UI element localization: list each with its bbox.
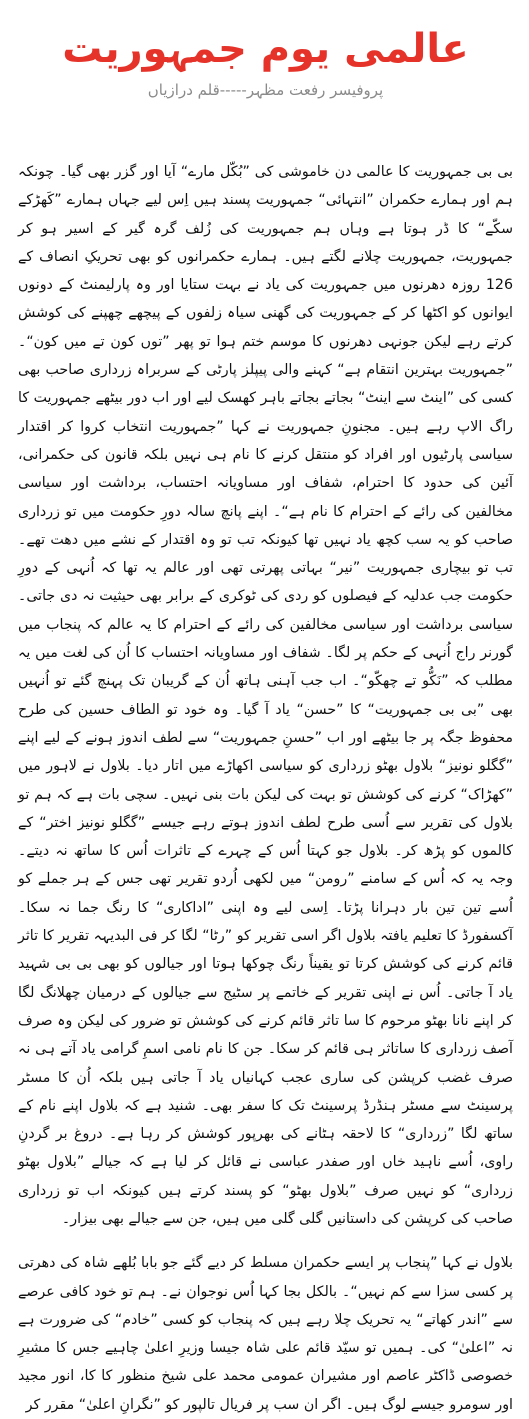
byline-separator: -----: [219, 81, 247, 99]
article-body: [18, 158, 513, 1419]
article-title: عالمی یوم جمہوریت: [62, 26, 469, 72]
article-byline: [18, 74, 513, 106]
author-name: پروفیسر رفعت مظہر: [246, 81, 384, 99]
article-paragraph: بلاول نے کہا ”پنجاب پر ایسے حکمران مسلط کر دیے گئے جو بابا بُلھے شاہ کی دھرتی پر کسی سزا سے کم نہیں“۔ بالکل بجا کہا اُس نوجوان نے۔ ہم تو خود کافی عرصے سے ”اندر کھاتے“ یہ تحریک چلا رہے ہیں کہ پنجاب کو کسی ”خادم“ کی ضرورت ہے نہ ”اعلیٰ“ کی۔ ہمیں تو سیّد قائم علی شاہ جیسا وزیرِ اعلیٰ چاہیے جس کا مشیرِ خصوصی ڈاکٹر عاصم اور مشیران عمومی محمد علی شیخ منظور کا کا، انور مجید اور سومرو جیسے لوگ ہیں۔ اگر ان سب پر فریال تالپور کو ”نگرانِ اعلیٰ“ مقرر کر: [18, 1255, 513, 1413]
column-name: قلم درازیاں: [147, 81, 220, 99]
article-paragraph: بی بی جمہوریت کا عالمی دن خاموشی کی ”بُکّل مارے“ آیا اور گزر بھی گیا۔ چونکہ ہم اور ہمارے حکمران ”انتہائی“ جمہوریت پسند ہیں اِس لیے جہاں ہمارے ”کَھڑکے سکّے“ کا ڈر ہوتا ہے وہاں ہم جمہوریت کی زُلف گرہ گیر کے اسیر ہو کر جمہوریت، جمہوریت چلانے لگتے ہیں۔ ہمارے حکمرانوں کو بھی تحریکِ انصاف کے 126 روزہ دھرنوں میں جمہوریت کی یاد نے بہت ستایا اور وہ پارلیمنٹ کے دونوں ایوانوں کو اکٹھا کر کے جمہوریت کی گھنی سیاہ زلفوں کے پیچھے چھپنے کی کوشش کرتے رہے لیکن جونہی دھرنوں کا موسم ختم ہوا تو پھر ”توں کون تے میں کون“۔ ”جمہوریت بہترین انتقام ہے“ کہنے والی پیپلز پارٹی کے سربراہ زرداری صاحب بھی کسی کی ”اینٹ سے اینٹ“ بجاتے بجاتے باہر کھسک لیے اور اب دور بیٹھے جمہوریت کا راگ الاپ رہے ہیں۔ مجنونِ جمہوریت نے کہا ”جمہوریت انتخاب کروا کر اقتدار سیاسی پارٹیوں اور افراد کو منتقل کرنے کا نام ہی نہیں بلکہ قانون کی حکمرانی، آئین کی حدود کا احترام، شفاف اور مساویانہ احتساب، برداشت اور سیاسی مخالفین کی رائے کے احترام کا نام ہے“۔ اپنے پانچ سالہ دورِ حکومت میں تو زرداری صاحب کو یہ سب کچھ یاد نہیں تھا کیونکہ تب تو وہ اقتدار کے نشے میں دھت تھے۔ تب تو بیچاری جمہوریت ”نیر“ بہاتی پھرتی تھی اور عالم یہ تھا کہ اُنہی کے دورِ حکومت جب عدلیہ کے فیصلوں کو ردی کی ٹوکری کے برابر بھی حیثیت نہ دی جاتی۔ سیاسی برداشت اور سیاسی مخالفین کی رائے کے احترام کا یہ عالم کہ پنجاب میں گورنر راج اُنہی کے حکم پر لگا۔ شفاف اور مساویانہ احتساب کا اُن کی لغت میں یہ مطلب کہ ”نَکُّو تے چھکّو“۔ اب جب آہنی ہاتھ اُن کے گریبان تک پہنچ گئے تو اُنہیں بھی ”بی بی جمہوریت“ کا ”حسن“ یاد آ گیا۔ وہ خود تو الطاف حسین کی طرح محفوظ جگہ پر جا بیٹھے اور اب ”حسنِ جمہوریت“ سے لطف اندوز ہونے کے لیے اپنے ”گگلو نونیز“ بلاول بھٹو زرداری کو سیاسی اکھاڑے میں اتار دیا۔ بلاول نے لاہور میں ”کھڑاک“ کرنے کی کوشش تو بہت کی لیکن بات بنی نہیں۔ سچی بات ہے کہ ہم تو بلاول کی تقریر سے اُسی طرح لطف اندوز ہوتے رہے جیسے ”گگلو نونیز اختر“ کے کالموں کو پڑھ کر۔ بلاول جو کہتا اُس کے چہرے کے تاثرات اُس کا ساتھ نہ دیتے۔ وجہ یہ کہ اُس کے سامنے ”رومن“ میں لکھی اُردو تقریر تھی جس کے ہر جملے کو اُسے تین تین بار دہرانا پڑتا۔ اِسی لیے وہ اپنی ”اداکاری“ کا رنگ جما نہ سکا۔ آکسفورڈ کا تعلیم یافتہ بلاول اگر اسی تقریر کو ”رٹا“ لگا کر فی البدیہہ تقریر کا تاثر قائم کرنے کی کوشش کرتا تو یقیناً رنگ چوکھا ہوتا اور جیالوں کو بھی بی بی شہید یاد آ جاتی۔ اُس نے اپنی تقریر کے خاتمے پر سٹیج سے جیالوں کے درمیان چھلانگ لگا کر اپنے نانا بھٹو مرحوم کا سا تاثر قائم کرنے کی کوشش تو ضرور کی لیکن وہ صرف آصف زرداری کا ساتاثر ہی قائم کر سکا۔ جن کا نام نامی اسمِ گرامی یاد آتے ہی نہ صرف غضب کرپشن کی ساری عجب کہانیاں یاد آ جاتی ہیں بلکہ اُن کا مسٹر پرسینٹ سے مسٹر ہنڈرڈ پرسینٹ تک کا سفر بھی۔ شنید ہے کہ بلاول اپنے نام کے ساتھ لگا ”زرداری“ کا لاحقہ ہٹانے کی بھرپور کوشش کر رہا ہے۔ دروغ بر گردنِ راوی، اُسے ناہید خاں اور صفدر عباسی نے قائل کر لیا ہے کہ جیالے ”بلاول بھٹو زرداری“ کو نہیں صرف ”بلاول بھٹو“ کو پسند کرتے ہیں کیونکہ اب تو زرداری صاحب کی کرپشن کی داستانیں گلی گلی میں ہیں، جن سے جیالے بھی بیزار۔: [18, 164, 513, 1227]
